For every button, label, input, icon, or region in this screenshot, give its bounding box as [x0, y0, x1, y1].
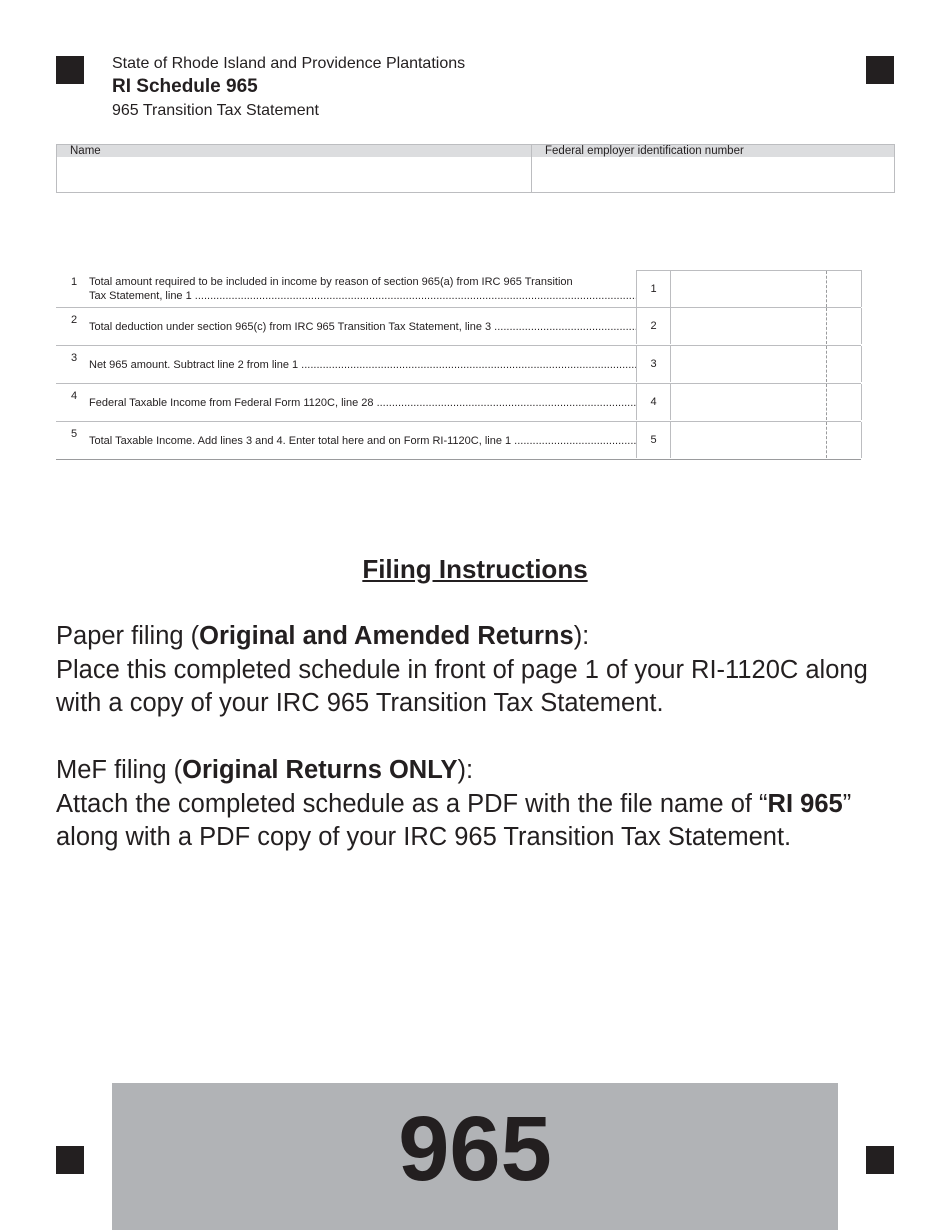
- paper-filing-instructions: Paper filing (Original and Amended Returns): Place this completed schedule in front of page 1 of your RI-1120C along with a copy of your IRC 965 Transition Tax Statement.: [56, 622, 868, 717]
- file-name: RI 965: [767, 789, 843, 818]
- state-name: State of Rhode Island and Providence Plantations: [112, 55, 466, 72]
- line-row: [56, 346, 861, 384]
- box-number: 4: [637, 384, 671, 420]
- line-number: 4: [71, 390, 78, 402]
- amount-box: [636, 270, 862, 307]
- line-number: 3: [71, 352, 78, 364]
- line-description: Federal Taxable Income from Federal Form 1120C, line 28 .....: [89, 396, 636, 410]
- instructions-title: Filing Instructions: [362, 554, 588, 584]
- box-number: 2: [637, 308, 671, 344]
- cents-field[interactable]: [827, 422, 861, 458]
- form-number: 965: [398, 1098, 552, 1200]
- amount-box: [636, 308, 862, 344]
- amount-field[interactable]: [671, 346, 827, 382]
- line-row: [56, 270, 861, 308]
- schedule-subtitle: 965 Transition Tax Statement: [112, 102, 319, 119]
- cents-field[interactable]: [827, 271, 861, 307]
- fein-label: Federal employer identification number: [545, 145, 744, 157]
- line-description: Total deduction under section 965(c) from IRC 965 Transition Tax Statement, line 3 .....: [89, 320, 636, 334]
- line-row: [56, 308, 861, 346]
- taxpayer-id-box: [56, 144, 895, 193]
- line-description: Net 965 amount. Subtract line 2 from line 1 .....: [89, 358, 636, 372]
- mef-filing-instructions: MeF filing (Original Returns ONLY): Attach the completed schedule as a PDF with the file name of “RI 965” along with a PDF copy of your IRC 965 Transition Tax Statement.: [56, 756, 852, 851]
- line-description-cont: Tax Statement, line 1 .....: [89, 289, 636, 303]
- line-row: [56, 384, 861, 422]
- registration-mark: [866, 56, 894, 84]
- amount-field[interactable]: [671, 308, 827, 344]
- amount-box: [636, 384, 862, 420]
- registration-mark: [56, 56, 84, 84]
- name-field[interactable]: [57, 158, 531, 192]
- line-description: Total amount required to be included in income by reason of section 965(a) from IRC 965 Transition Tax Statement, line 1 .....: [89, 275, 636, 303]
- registration-mark: [866, 1146, 894, 1174]
- box-number: 3: [637, 346, 671, 382]
- line-number: 2: [71, 314, 78, 326]
- paper-filing-emphasis: Original and Amended Returns: [199, 622, 574, 650]
- cents-field[interactable]: [827, 308, 861, 344]
- fein-field[interactable]: [532, 158, 894, 192]
- amount-field[interactable]: [671, 384, 827, 420]
- amount-field[interactable]: [671, 271, 827, 307]
- schedule-title: RI Schedule 965: [112, 76, 258, 97]
- amount-box: [636, 422, 862, 458]
- cents-field[interactable]: [827, 346, 861, 382]
- line-number: 1: [71, 276, 78, 288]
- box-number: 1: [637, 271, 671, 307]
- form-footer-band: [112, 1083, 838, 1230]
- label-band: [57, 145, 894, 157]
- line-description: Total Taxable Income. Add lines 3 and 4. Enter total here and on Form RI-1120C, line 1 .....: [89, 434, 636, 448]
- name-label: Name: [70, 145, 101, 157]
- cents-field[interactable]: [827, 384, 861, 420]
- paper-filing-body: Place this completed schedule in front of page 1 of your RI-1120C along with a copy of your IRC 965 Transition Tax Statement.: [56, 655, 868, 717]
- mef-filing-emphasis: Original Returns ONLY: [182, 756, 458, 784]
- mef-filing-body: Attach the completed schedule as a PDF with the file name of “: [56, 789, 768, 818]
- amount-box: [636, 346, 862, 382]
- line-row: [56, 422, 861, 460]
- registration-mark: [56, 1146, 84, 1174]
- schedule-lines: [56, 270, 861, 460]
- amount-field[interactable]: [671, 422, 827, 458]
- box-number: 5: [637, 422, 671, 458]
- line-number: 5: [71, 428, 78, 440]
